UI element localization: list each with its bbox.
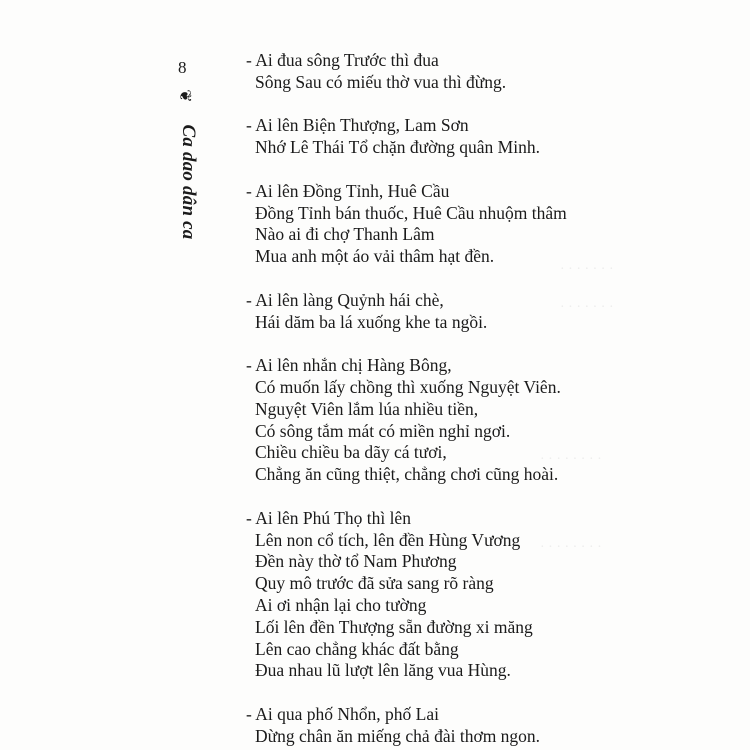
stanza-line: Dừng chân ăn miếng chả đài thơm ngon. bbox=[255, 725, 541, 746]
stanza-line: Đồng Tỉnh bán thuốc, Huê Cầu nhuộm thâm bbox=[255, 202, 567, 223]
page-number: 8 bbox=[178, 58, 187, 77]
bleed-through-text: · · · · · · · · bbox=[540, 540, 602, 555]
stanza-line: Nào ai đi chợ Thanh Lâm bbox=[255, 224, 435, 245]
poem-stanza bbox=[246, 50, 716, 94]
stanza-gap bbox=[246, 333, 716, 355]
running-title: Ca dao dân ca bbox=[178, 124, 199, 240]
stanza-line: Đua nhau lũ lượt lên lăng vua Hùng. bbox=[255, 660, 511, 681]
stanza-gap bbox=[246, 159, 716, 181]
stanza-line: Ai ơi nhận lại cho tường bbox=[255, 594, 427, 615]
stanza-line: Chiều chiều ba dãy cá tươi, bbox=[255, 442, 447, 463]
stanza-line: Lên non cổ tích, lên đền Hùng Vương bbox=[255, 529, 521, 550]
stanza-gap bbox=[246, 94, 716, 116]
stanza-first-line: - Ai đua sông Trước thì đua bbox=[246, 50, 439, 70]
stanza-line: Quy mô trước đã sửa sang rõ ràng bbox=[255, 573, 494, 594]
stanza-gap bbox=[246, 268, 716, 290]
stanza-line: Sông Sau có miếu thờ vua thì đừng. bbox=[255, 71, 507, 92]
stanza-line: Nguyệt Viên lắm lúa nhiều tiền, bbox=[255, 398, 479, 419]
bleed-through-text: · · · · · · · bbox=[560, 300, 614, 315]
stanza-first-line: - Ai lên làng Quỷnh hái chè, bbox=[246, 289, 444, 310]
stanza-line: Lối lên đền Thượng sẵn đường xi măng bbox=[255, 616, 533, 637]
stanza-line: Có muốn lấy chồng thì xuống Nguyệt Viên. bbox=[255, 376, 561, 397]
stanza-line: Chẳng ăn cũng thiệt, chẳng chơi cũng hoài. bbox=[255, 464, 559, 485]
stanza-line: Hái dăm ba lá xuống khe ta ngồi. bbox=[255, 311, 488, 332]
stanza-line: Đền này thờ tổ Nam Phương bbox=[255, 551, 457, 572]
stanza-first-line: - Ai qua phố Nhổn, phố Lai bbox=[246, 703, 439, 724]
poem-stanza bbox=[246, 355, 716, 486]
stanza-line: Nhớ Lê Thái Tổ chặn đường quân Minh. bbox=[255, 137, 540, 158]
stanza-line: Mua anh một áo vải thâm hạt đền. bbox=[255, 246, 495, 267]
bleed-through-text: · · · · · · · bbox=[560, 262, 614, 277]
ornament-icon: ❦ bbox=[176, 89, 193, 103]
poem-stanza bbox=[246, 508, 716, 682]
poem-stanza bbox=[246, 290, 716, 334]
bleed-through-text: · · · · · · · · bbox=[540, 452, 602, 467]
stanza-first-line: - Ai lên Đồng Tỉnh, Huê Cầu bbox=[246, 180, 450, 201]
poem-stanza bbox=[246, 181, 716, 268]
stanza-line: Lên cao chẳng khác đất bằng bbox=[255, 638, 459, 659]
stanza-gap bbox=[246, 486, 716, 508]
stanza-gap bbox=[246, 682, 716, 704]
stanza-first-line: - Ai lên Biện Thượng, Lam Sơn bbox=[246, 115, 469, 136]
poem-collection bbox=[246, 50, 716, 748]
poem-stanza bbox=[246, 115, 716, 159]
poem-stanza bbox=[246, 704, 716, 748]
stanza-first-line: - Ai lên Phú Thọ thì lên bbox=[246, 507, 411, 528]
stanza-line: Có sông tắm mát có miền nghỉ ngơi. bbox=[255, 420, 511, 441]
stanza-first-line: - Ai lên nhắn chị Hàng Bông, bbox=[246, 355, 452, 376]
